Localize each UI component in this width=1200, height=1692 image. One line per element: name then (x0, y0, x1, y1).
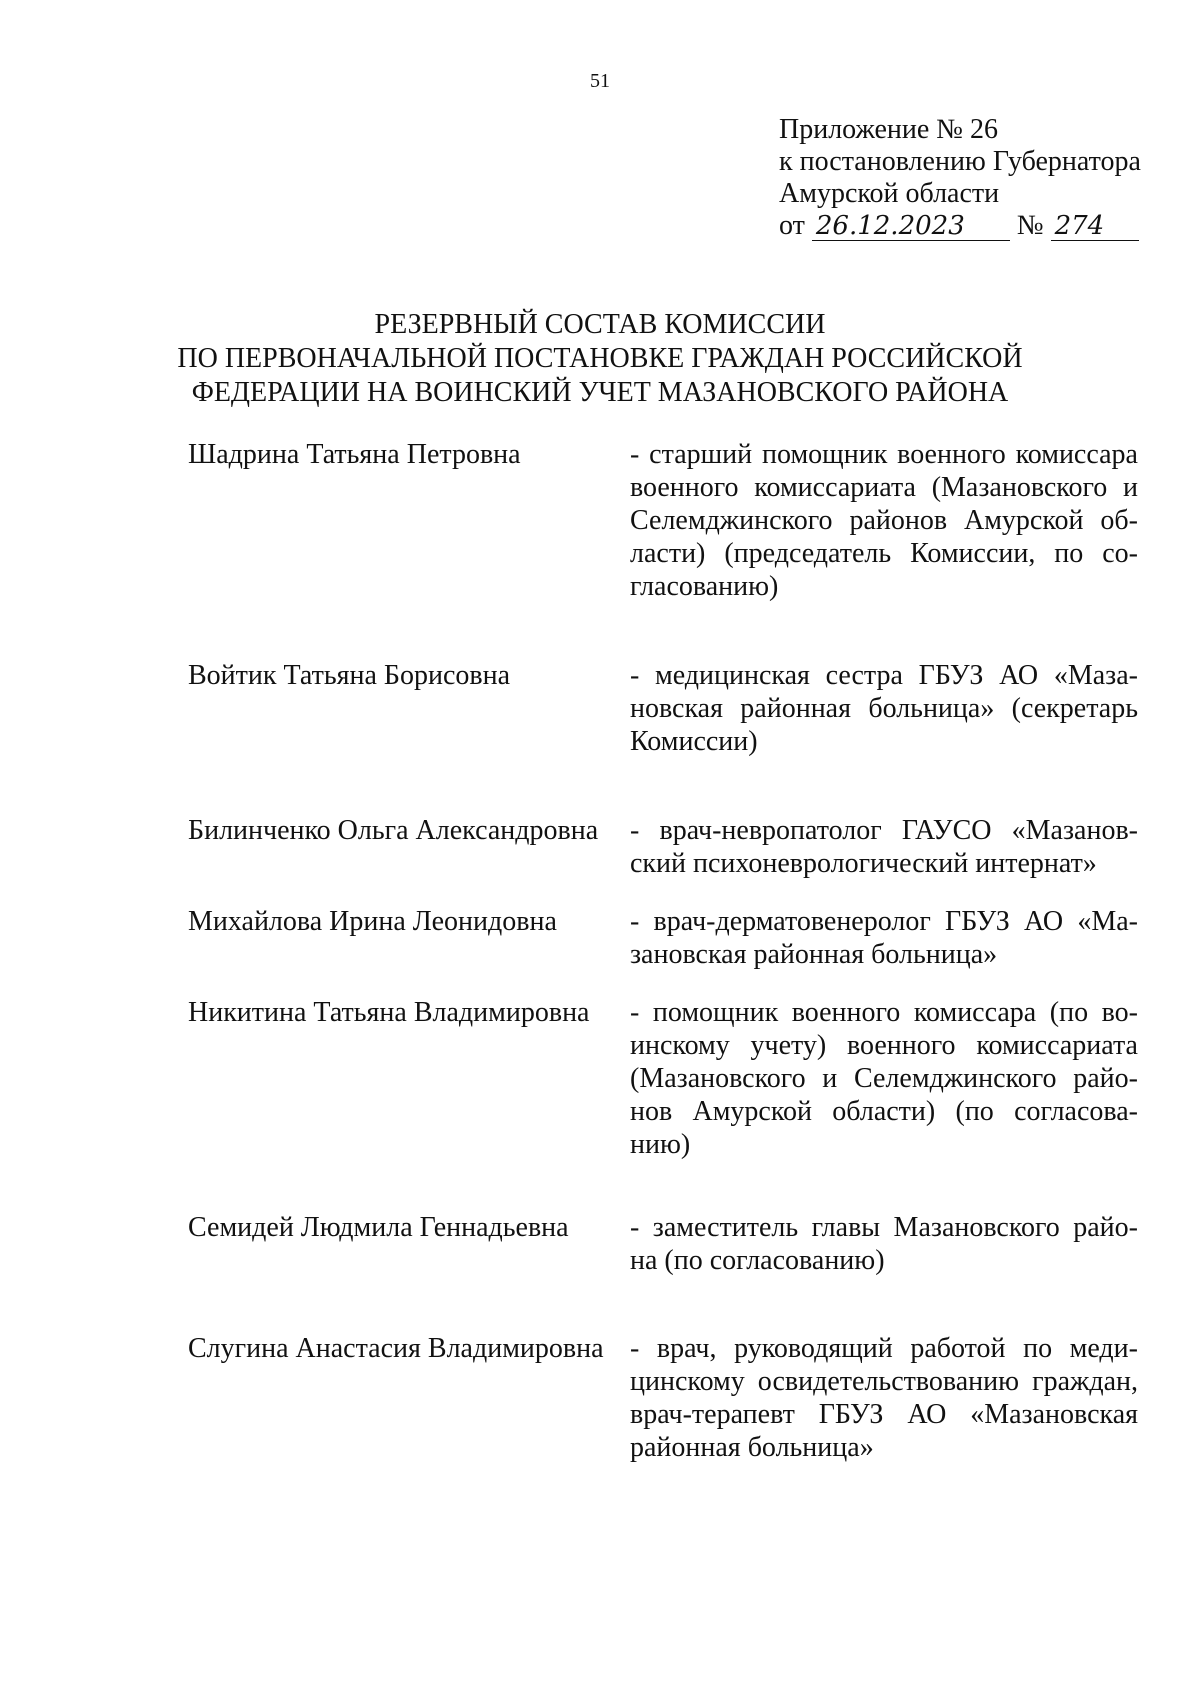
appendix-date-handwritten: 26.12.2023 (812, 212, 1010, 241)
member-name: Билинченко Ольга Александровна (188, 815, 599, 846)
member-role-line: цинскому освидетельствованию граждан, (630, 1366, 1138, 1397)
member-role (630, 814, 1138, 880)
member-role (630, 659, 1138, 758)
appendix-block (779, 114, 1179, 242)
member-role-line: врач-терапевт ГБУЗ АО «Мазановская (630, 1399, 1138, 1430)
member-role-line: - врач-дерматовенеролог ГБУЗ АО «Ма- (630, 906, 1138, 937)
member-name: Войтик Татьяна Борисовна (188, 660, 511, 691)
page-number: 51 (590, 70, 610, 92)
member-row (188, 1332, 1138, 1464)
member-role-line: - медицинская сестра ГБУЗ АО «Маза- (630, 660, 1138, 691)
member-role-line: Комиссии) (630, 726, 758, 757)
member-name: Шадрина Татьяна Петровна (188, 439, 521, 470)
appendix-date-prefix: от (779, 210, 805, 241)
member-role (630, 996, 1138, 1161)
member-name: Слугина Анастасия Владимировна (188, 1333, 604, 1364)
member-role-line: гласованию) (630, 571, 779, 602)
member-role-line: Селемджинского районов Амурской об- (630, 505, 1138, 536)
member-role-line: - заместитель главы Мазановского райо- (630, 1212, 1138, 1243)
member-role-line: ский психоневрологический интернат» (630, 848, 1097, 879)
member-role-line: зановская районная больница» (630, 939, 998, 970)
appendix-number-sign: № (1016, 210, 1044, 241)
member-role-line: нию) (630, 1129, 691, 1160)
member-role-line: нов Амурской области) (по согласова- (630, 1096, 1138, 1127)
member-row (188, 438, 1138, 603)
appendix-number-handwritten: 274 (1051, 212, 1139, 241)
appendix-date-line (779, 210, 1179, 242)
member-role-line: инскому учету) военного комиссариата (630, 1030, 1138, 1061)
member-role (630, 905, 1138, 971)
member-row (188, 814, 1138, 880)
member-name: Семидей Людмила Геннадьевна (188, 1212, 569, 1243)
member-role-line: - старший помощник военного комиссара (630, 439, 1138, 470)
member-role-line: - помощник военного комиссара (по во- (630, 997, 1138, 1028)
members-list (188, 438, 1138, 1464)
member-role-line: (Мазановского и Селемджинского райо- (630, 1063, 1138, 1094)
member-role-line: новская районная больница» (секретарь (630, 693, 1138, 724)
member-role-line: ласти) (председатель Комиссии, по со- (630, 538, 1138, 569)
title-line: РЕЗЕРВНЫЙ СОСТАВ КОМИССИИ (374, 309, 826, 340)
member-role-line: - врач-невропатолог ГАУСО «Мазанов- (630, 815, 1138, 846)
member-row (188, 996, 1138, 1161)
title-line: ФЕДЕРАЦИИ НА ВОИНСКИЙ УЧЕТ МАЗАНОВСКОГО РАЙОНА (191, 377, 1009, 408)
member-role-line: на (по согласованию) (630, 1245, 885, 1276)
appendix-title: Приложение № 26 (779, 114, 998, 145)
member-role-line: районная больница» (630, 1432, 874, 1463)
member-role (630, 1332, 1138, 1464)
member-role-line: - врач, руководящий работой по меди- (630, 1333, 1138, 1364)
title-line: ПО ПЕРВОНАЧАЛЬНОЙ ПОСТАНОВКЕ ГРАЖДАН РОССИЙСКОЙ (177, 343, 1023, 374)
member-role (630, 1211, 1138, 1277)
member-row (188, 905, 1138, 971)
member-role-line: военного комиссариата (Мазановского и (630, 472, 1138, 503)
member-row (188, 659, 1138, 758)
appendix-decree-line: к постановлению Губернатора (779, 146, 1141, 177)
member-name: Михайлова Ирина Леонидовна (188, 906, 557, 937)
member-row (188, 1211, 1138, 1277)
appendix-region-line: Амурской области (779, 178, 1000, 209)
document-title (0, 308, 1200, 410)
member-role (630, 438, 1138, 603)
member-name: Никитина Татьяна Владимировна (188, 997, 590, 1028)
